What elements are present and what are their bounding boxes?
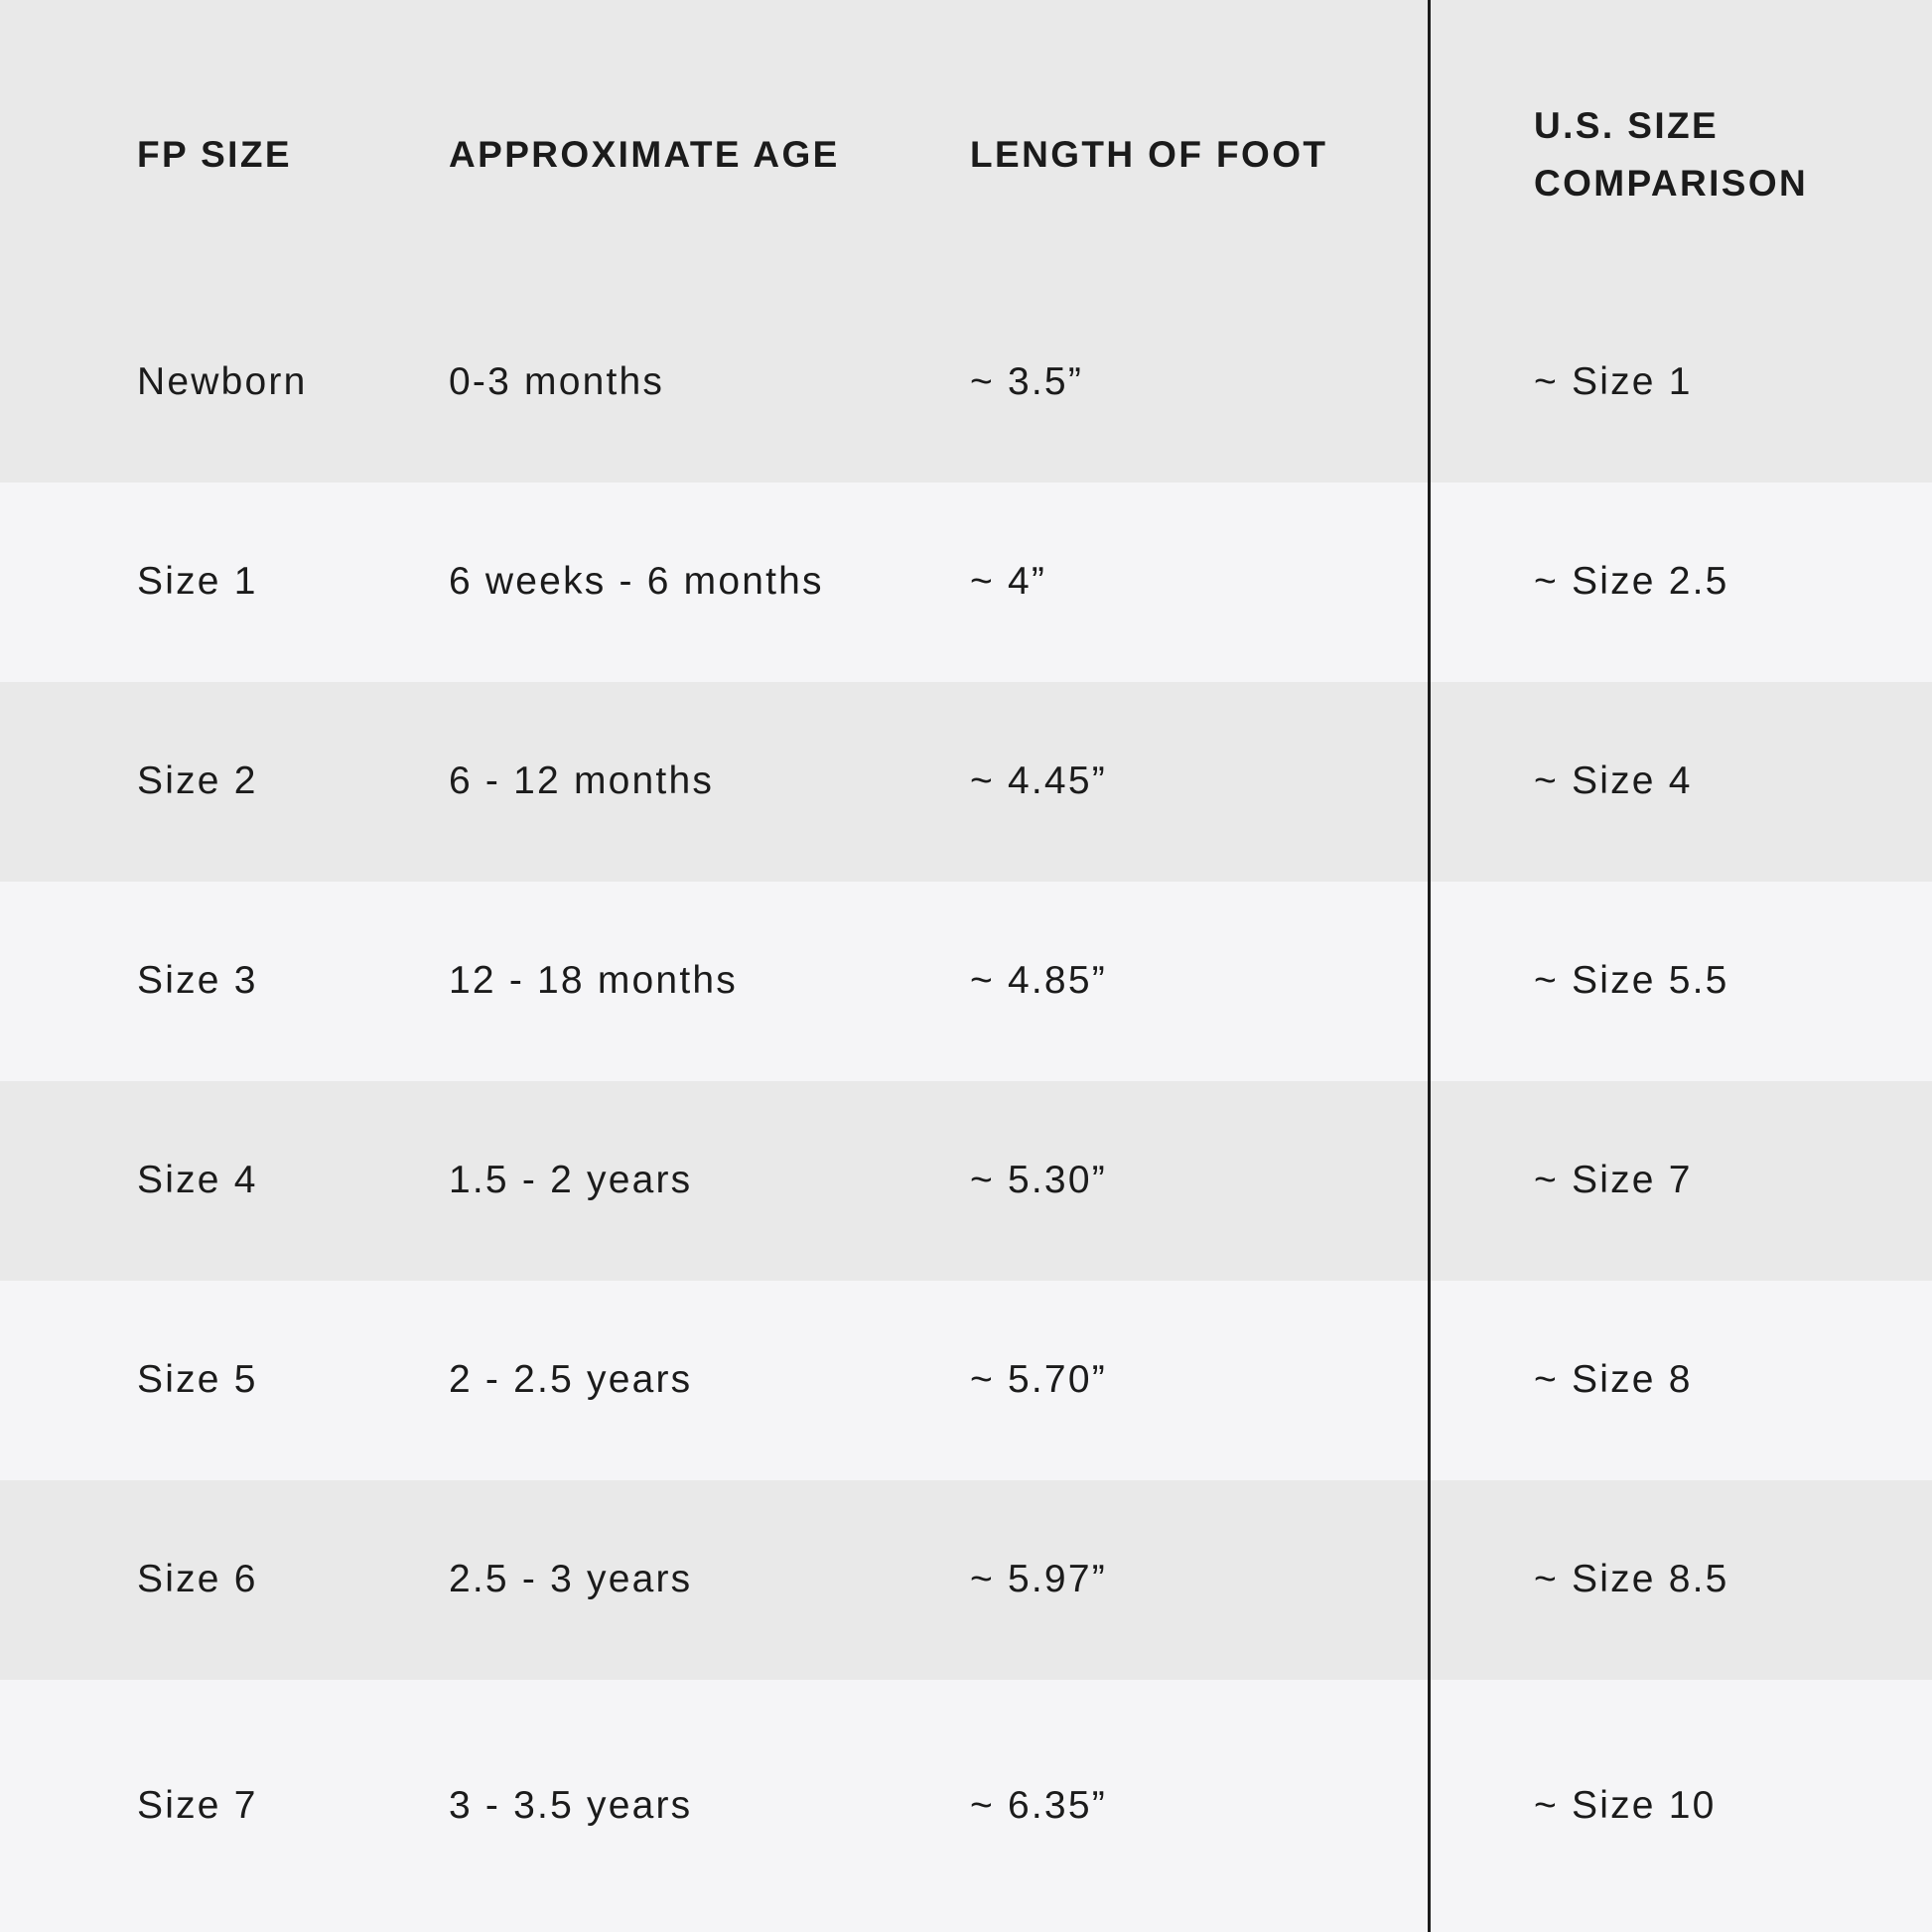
cell-us-size: ~ Size 8: [1534, 1358, 1693, 1402]
cell-length: ~ 5.70”: [970, 1358, 1107, 1402]
cell-fp-size: Size 4: [137, 1159, 258, 1202]
table-row-size-1: [0, 483, 1932, 682]
table-row-size-3: [0, 882, 1932, 1081]
cell-age: 12 - 18 months: [449, 959, 738, 1003]
cell-us-size: ~ Size 1: [1534, 360, 1693, 404]
header-us-size-comparison: [1430, 97, 1932, 211]
cell-fp-size: Size 5: [137, 1358, 258, 1402]
cell-age: 6 - 12 months: [449, 759, 715, 803]
table-row-newborn: [0, 283, 1932, 483]
header-length-of-foot: LENGTH OF FOOT: [970, 133, 1328, 175]
cell-us-size: ~ Size 2.5: [1534, 560, 1729, 604]
cell-age: 3 - 3.5 years: [449, 1783, 693, 1827]
header-fp-size: FP SIZE: [137, 133, 292, 175]
cell-length: ~ 4”: [970, 560, 1047, 604]
cell-fp-size: Size 2: [137, 759, 258, 803]
cell-us-size: ~ Size 7: [1534, 1159, 1693, 1202]
column-divider-line: [1428, 0, 1431, 1932]
cell-fp-size: Size 7: [137, 1783, 258, 1827]
cell-length: ~ 4.45”: [970, 759, 1107, 803]
table-row-size-5: [0, 1281, 1932, 1480]
header-us-size-comparison-label: U.S. SIZE COMPARISON: [1534, 105, 1809, 204]
cell-length: ~ 4.85”: [970, 959, 1107, 1003]
cell-fp-size: Size 3: [137, 959, 258, 1003]
cell-age: 1.5 - 2 years: [449, 1159, 693, 1202]
cell-length: ~ 5.97”: [970, 1558, 1107, 1601]
table-row-size-7: [0, 1680, 1932, 1932]
cell-fp-size: Newborn: [137, 360, 308, 404]
table-header-row: [0, 0, 1932, 283]
header-approximate-age: APPROXIMATE AGE: [449, 133, 840, 175]
cell-length: ~ 6.35”: [970, 1783, 1107, 1827]
cell-fp-size: Size 1: [137, 560, 258, 604]
cell-fp-size: Size 6: [137, 1558, 258, 1601]
table-row-size-2: [0, 682, 1932, 882]
table-row-size-4: [0, 1081, 1932, 1281]
cell-length: ~ 3.5”: [970, 360, 1084, 404]
cell-age: 2 - 2.5 years: [449, 1358, 693, 1402]
cell-age: 0-3 months: [449, 360, 665, 404]
cell-us-size: ~ Size 4: [1534, 759, 1693, 803]
cell-age: 6 weeks - 6 months: [449, 560, 824, 604]
table-row-size-6: [0, 1480, 1932, 1680]
cell-us-size: ~ Size 5.5: [1534, 959, 1729, 1003]
cell-length: ~ 5.30”: [970, 1159, 1107, 1202]
cell-us-size: ~ Size 8.5: [1534, 1558, 1729, 1601]
cell-age: 2.5 - 3 years: [449, 1558, 693, 1601]
cell-us-size: ~ Size 10: [1534, 1783, 1717, 1827]
